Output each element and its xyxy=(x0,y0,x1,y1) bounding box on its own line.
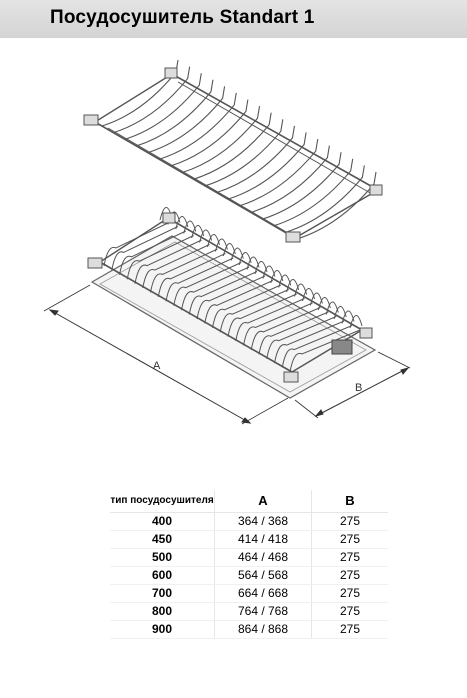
cell-b: 275 xyxy=(312,513,389,531)
cell-b: 275 xyxy=(312,603,389,621)
upper-left-front-bracket xyxy=(84,115,98,125)
cell-b: 275 xyxy=(312,549,389,567)
lower-right-front-bracket xyxy=(284,372,298,382)
table-row xyxy=(110,621,388,639)
cell-type: 450 xyxy=(110,531,215,549)
table-row xyxy=(110,585,388,603)
lower-left-front-bracket xyxy=(88,258,102,268)
cell-type: 800 xyxy=(110,603,215,621)
upper-rack xyxy=(84,60,382,242)
cell-b: 275 xyxy=(312,621,389,639)
lower-rack xyxy=(88,207,375,398)
page-title: Посудосушитель Standart 1 xyxy=(50,7,315,28)
cell-a: 864 / 868 xyxy=(215,621,312,639)
table-header-row xyxy=(110,490,388,513)
cell-a: 364 / 368 xyxy=(215,513,312,531)
cell-a: 564 / 568 xyxy=(215,567,312,585)
header-b: B xyxy=(312,490,389,513)
title-bar xyxy=(0,0,467,38)
dimension-b-label: B xyxy=(355,382,363,394)
table-row xyxy=(110,603,388,621)
spec-table xyxy=(110,490,388,639)
table-row xyxy=(110,531,388,549)
drip-tray xyxy=(92,236,375,398)
dimension-a-label: A xyxy=(153,360,161,372)
cell-type: 700 xyxy=(110,585,215,603)
header-type: тип посудосушителя xyxy=(110,490,215,513)
drain-spout xyxy=(332,340,352,354)
cell-a: 764 / 768 xyxy=(215,603,312,621)
cell-type: 500 xyxy=(110,549,215,567)
dish-rack-drawing xyxy=(0,38,467,438)
cell-a: 664 / 668 xyxy=(215,585,312,603)
cell-b: 275 xyxy=(312,567,389,585)
upper-right-front-bracket xyxy=(286,232,300,242)
header-a: A xyxy=(215,490,312,513)
cell-type: 900 xyxy=(110,621,215,639)
table-row xyxy=(110,567,388,585)
table-row xyxy=(110,513,388,531)
upper-right-back-bracket xyxy=(370,185,382,195)
lower-right-back-bracket xyxy=(360,328,372,338)
cell-type: 600 xyxy=(110,567,215,585)
cell-type: 400 xyxy=(110,513,215,531)
cell-b: 275 xyxy=(312,585,389,603)
table-row xyxy=(110,549,388,567)
lower-left-back-bracket xyxy=(163,213,175,223)
cell-b: 275 xyxy=(312,531,389,549)
cell-a: 464 / 468 xyxy=(215,549,312,567)
cell-a: 414 / 418 xyxy=(215,531,312,549)
upper-left-back-bracket xyxy=(165,68,177,78)
